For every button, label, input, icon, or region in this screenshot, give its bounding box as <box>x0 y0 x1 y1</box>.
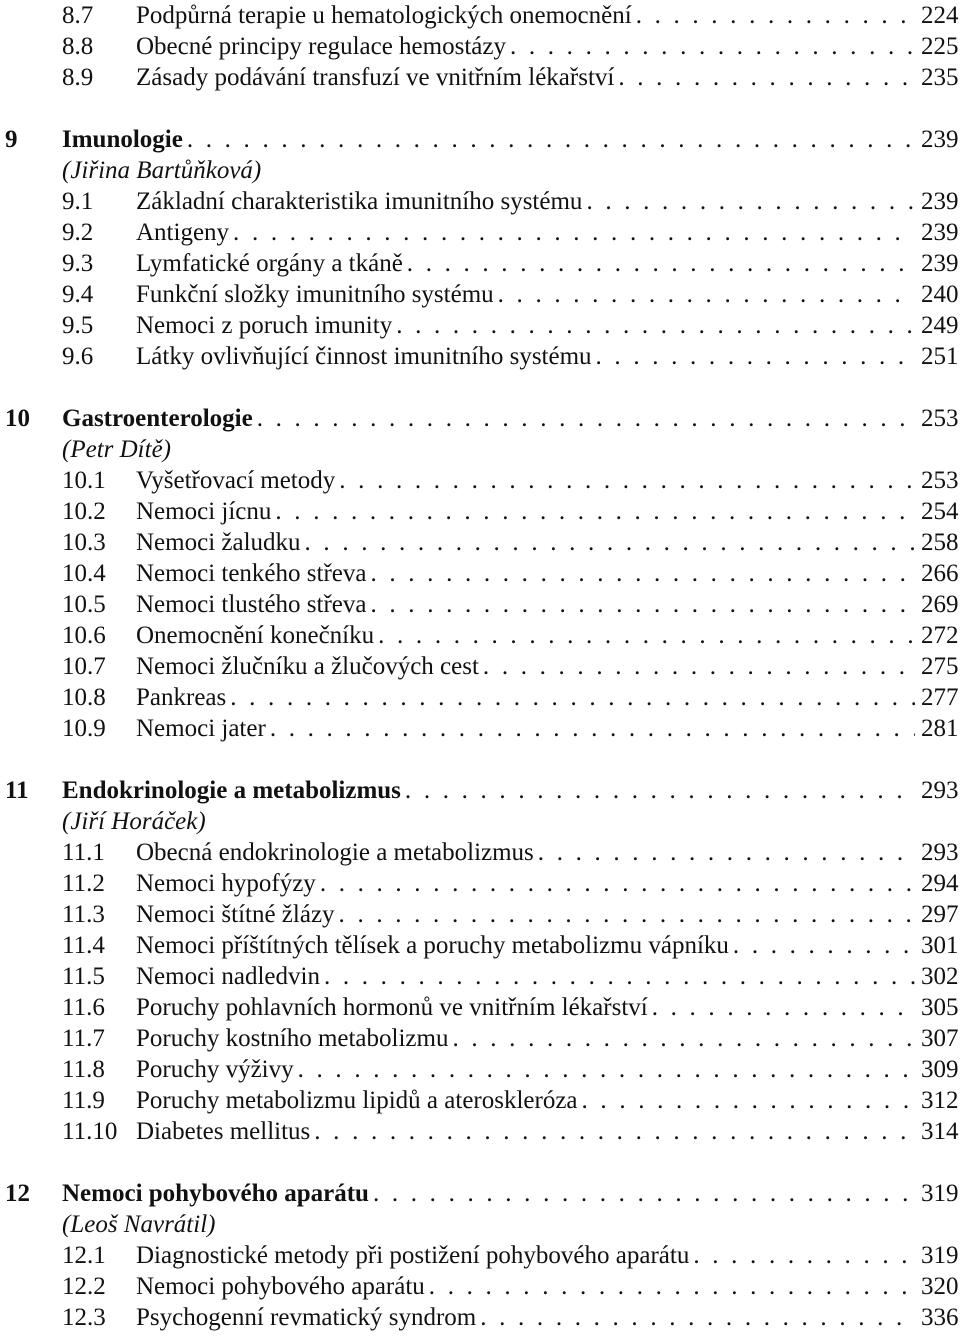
section-number: 11.9 <box>62 1087 105 1114</box>
section-number: 10.1 <box>62 467 106 494</box>
page-number: 320 <box>921 1273 959 1300</box>
toc-entry[interactable] <box>0 248 960 279</box>
chapter-author <box>0 806 960 837</box>
entry-line <box>136 558 959 589</box>
entry-line <box>136 589 959 620</box>
entry-line <box>136 465 959 496</box>
section-title: Nemoci štítné žlázy <box>136 901 335 928</box>
chapter-author <box>0 434 960 465</box>
toc-entry[interactable] <box>0 992 960 1023</box>
page-number: 239 <box>921 188 959 215</box>
section-number: 11.1 <box>62 839 105 866</box>
page-number: 224 <box>921 2 959 29</box>
page-number: 253 <box>921 405 959 432</box>
entry-line <box>136 961 959 992</box>
page-number: 293 <box>921 777 959 804</box>
page-number: 301 <box>921 932 959 959</box>
dot-leader <box>373 1178 915 1209</box>
page-number: 266 <box>921 560 959 587</box>
page-number: 254 <box>921 498 959 525</box>
page-number: 302 <box>921 963 959 990</box>
section-number: 8.9 <box>62 64 94 91</box>
dot-leader <box>230 682 915 713</box>
section-title: Funkční složky imunitního systému <box>136 281 494 308</box>
section-number: 10.4 <box>62 560 106 587</box>
entry-line <box>136 31 959 62</box>
dot-leader <box>582 1085 915 1116</box>
section-title: Diagnostické metody při postižení pohybového aparátu <box>136 1242 690 1269</box>
entry-line <box>136 651 959 682</box>
section-title: Lymfatické orgány a tkáně <box>136 250 403 277</box>
entry-line <box>136 713 959 744</box>
dot-leader <box>483 651 915 682</box>
page-number: 249 <box>921 312 959 339</box>
page-number: 239 <box>921 126 959 153</box>
section-title: Nemoci příštítných tělísek a poruchy metabolizmu vápníku <box>136 932 729 959</box>
section-number: 9.1 <box>62 188 94 215</box>
entry-line <box>136 217 959 248</box>
dot-leader <box>305 527 915 558</box>
dot-leader <box>257 403 915 434</box>
entry-line <box>62 124 959 155</box>
toc-entry[interactable] <box>0 0 960 31</box>
section-number: 11.8 <box>62 1056 105 1083</box>
dot-leader <box>187 124 915 155</box>
page-number: 297 <box>921 901 959 928</box>
toc-entry[interactable] <box>0 651 960 682</box>
section-title: Nemoci žaludku <box>136 529 301 556</box>
toc-entry[interactable] <box>0 1054 960 1085</box>
dot-leader <box>275 496 915 527</box>
section-title: Nemoci pohybového aparátu <box>136 1273 425 1300</box>
section-title: Nemoci jícnu <box>136 498 272 525</box>
entry-line <box>136 248 959 279</box>
author-name: (Petr Dítě) <box>62 436 171 463</box>
section-title: Nemoci z poruch imunity <box>136 312 393 339</box>
section-number: 10.5 <box>62 591 106 618</box>
toc-entry[interactable] <box>0 1302 960 1333</box>
entry-line <box>136 341 959 372</box>
entry-line <box>136 0 959 31</box>
section-number: 8.8 <box>62 33 94 60</box>
dot-leader <box>339 899 915 930</box>
dot-leader <box>371 589 916 620</box>
dot-leader <box>270 713 915 744</box>
page-number: 294 <box>921 870 959 897</box>
entry-line <box>62 403 959 434</box>
dot-leader <box>733 930 915 961</box>
section-number: 11.10 <box>62 1118 118 1145</box>
section-title: Základní charakteristika imunitního systému <box>136 188 583 215</box>
chapter-title: Endokrinologie a metabolizmus <box>62 777 401 804</box>
section-number: 10.8 <box>62 684 106 711</box>
entry-line <box>136 279 959 310</box>
page-number: 305 <box>921 994 959 1021</box>
toc-entry[interactable] <box>0 496 960 527</box>
dot-leader <box>538 837 915 868</box>
chapter-number: 12 <box>5 1180 30 1207</box>
entry-line <box>136 682 959 713</box>
toc-entry[interactable] <box>0 186 960 217</box>
page-number: 239 <box>921 219 959 246</box>
chapter-number: 10 <box>5 405 30 432</box>
entry-line <box>136 310 959 341</box>
section-title: Poruchy pohlavních hormonů ve vnitřním lékařství <box>136 994 648 1021</box>
toc-entry[interactable] <box>0 558 960 589</box>
dot-leader <box>233 217 915 248</box>
page-number: 293 <box>921 839 959 866</box>
dot-leader <box>586 186 915 217</box>
dot-leader <box>320 868 915 899</box>
toc-entry[interactable] <box>0 527 960 558</box>
chapter-title: Gastroenterologie <box>62 405 253 432</box>
section-title: Látky ovlivňující činnost imunitního systému <box>136 343 592 370</box>
section-number: 9.2 <box>62 219 94 246</box>
toc-entry[interactable] <box>0 1116 960 1147</box>
section-number: 10.9 <box>62 715 106 742</box>
entry-line <box>136 1085 959 1116</box>
chapter-number: 9 <box>5 126 18 153</box>
section-title: Obecná endokrinologie a metabolizmus <box>136 839 534 866</box>
entry-line <box>136 837 959 868</box>
dot-leader <box>429 1271 915 1302</box>
page-number: 275 <box>921 653 959 680</box>
entry-line <box>136 62 959 93</box>
page-number: 269 <box>921 591 959 618</box>
entry-line <box>136 1116 959 1147</box>
dot-leader <box>498 279 915 310</box>
entry-line <box>136 496 959 527</box>
dot-leader <box>314 1116 915 1147</box>
entry-line <box>136 868 959 899</box>
dot-leader <box>596 341 915 372</box>
entry-line <box>136 1054 959 1085</box>
section-title: Diabetes mellitus <box>136 1118 311 1145</box>
section-title: Poruchy metabolizmu lipidů a ateroskleróza <box>136 1087 578 1114</box>
toc-entry[interactable] <box>0 682 960 713</box>
section-number: 10.6 <box>62 622 106 649</box>
page-number: 251 <box>921 343 959 370</box>
chapter-author <box>0 1209 960 1240</box>
toc-entry[interactable] <box>0 217 960 248</box>
dot-leader <box>405 775 915 806</box>
page-number: 277 <box>921 684 959 711</box>
section-title: Poruchy výživy <box>136 1056 294 1083</box>
section-spacer <box>0 1147 960 1178</box>
section-number: 10.7 <box>62 653 106 680</box>
toc-chapter[interactable] <box>0 124 960 155</box>
toc-entry[interactable] <box>0 279 960 310</box>
page-number: 253 <box>921 467 959 494</box>
dot-leader <box>510 31 915 62</box>
toc-entry[interactable] <box>0 62 960 93</box>
section-number: 11.4 <box>62 932 105 959</box>
toc-entry[interactable] <box>0 31 960 62</box>
section-number: 12.3 <box>62 1304 106 1331</box>
toc-entry[interactable] <box>0 961 960 992</box>
entry-line <box>136 1240 959 1271</box>
section-title: Pankreas <box>136 684 227 711</box>
section-number: 11.2 <box>62 870 105 897</box>
page-number: 235 <box>921 64 959 91</box>
page-number: 307 <box>921 1025 959 1052</box>
toc-chapter[interactable] <box>0 403 960 434</box>
chapter-number: 11 <box>5 777 29 804</box>
section-number: 12.1 <box>62 1242 106 1269</box>
toc-chapter[interactable] <box>0 1178 960 1209</box>
section-number: 11.6 <box>62 994 105 1021</box>
page-number: 240 <box>921 281 959 308</box>
chapter-author <box>0 155 960 186</box>
section-spacer <box>0 744 960 775</box>
toc-chapter[interactable] <box>0 775 960 806</box>
toc-entry[interactable] <box>0 341 960 372</box>
section-number: 8.7 <box>62 2 94 29</box>
page-number: 225 <box>921 33 959 60</box>
section-title: Zásady podávání transfuzí ve vnitřním lékařství <box>136 64 615 91</box>
dot-leader <box>396 310 915 341</box>
entry-line <box>62 775 959 806</box>
toc-entry[interactable] <box>0 930 960 961</box>
section-spacer <box>0 372 960 403</box>
section-title: Vyšetřovací metody <box>136 467 336 494</box>
dot-leader <box>636 0 915 31</box>
page-number: 272 <box>921 622 959 649</box>
author-name: (Jiří Horáček) <box>62 808 206 835</box>
page-number: 258 <box>921 529 959 556</box>
toc-entry[interactable] <box>0 310 960 341</box>
section-spacer <box>0 93 960 124</box>
entry-line <box>136 930 959 961</box>
entry-line <box>136 899 959 930</box>
section-title: Obecné principy regulace hemostázy <box>136 33 506 60</box>
dot-leader <box>407 248 915 279</box>
page-number: 309 <box>921 1056 959 1083</box>
toc-entry[interactable] <box>0 837 960 868</box>
page-number: 319 <box>921 1180 959 1207</box>
page-number: 312 <box>921 1087 959 1114</box>
section-title: Nemoci tenkého střeva <box>136 560 367 587</box>
page-number: 336 <box>921 1304 959 1331</box>
toc-entry[interactable] <box>0 1271 960 1302</box>
dot-leader <box>693 1240 915 1271</box>
section-number: 11.5 <box>62 963 105 990</box>
entry-line <box>136 1023 959 1054</box>
toc-entry[interactable] <box>0 465 960 496</box>
section-number: 12.2 <box>62 1273 106 1300</box>
entry-line <box>136 620 959 651</box>
section-title: Psychogenní revmatický syndrom <box>136 1304 477 1331</box>
entry-line <box>136 186 959 217</box>
dot-leader <box>480 1302 915 1333</box>
section-title: Poruchy kostního metabolizmu <box>136 1025 449 1052</box>
section-number: 11.7 <box>62 1025 105 1052</box>
toc-entry[interactable] <box>0 868 960 899</box>
chapter-title: Nemoci pohybového aparátu <box>62 1180 369 1207</box>
toc-entry[interactable] <box>0 620 960 651</box>
section-number: 11.3 <box>62 901 105 928</box>
section-number: 9.4 <box>62 281 94 308</box>
entry-line <box>136 1302 959 1333</box>
toc-entry[interactable] <box>0 713 960 744</box>
toc-entry[interactable] <box>0 1023 960 1054</box>
section-number: 10.2 <box>62 498 106 525</box>
dot-leader <box>618 62 915 93</box>
dot-leader <box>298 1054 915 1085</box>
section-number: 10.3 <box>62 529 106 556</box>
section-number: 9.5 <box>62 312 94 339</box>
section-title: Nemoci žlučníku a žlučových cest <box>136 653 479 680</box>
author-name: (Jiřina Bartůňková) <box>62 157 262 184</box>
dot-leader <box>370 558 915 589</box>
dot-leader <box>339 465 915 496</box>
entry-line <box>136 992 959 1023</box>
page-number: 281 <box>921 715 959 742</box>
section-title: Onemocnění konečníku <box>136 622 375 649</box>
page-number: 239 <box>921 250 959 277</box>
section-number: 9.6 <box>62 343 94 370</box>
section-title: Podpůrná terapie u hematologických onemocnění <box>136 2 632 29</box>
section-title: Nemoci jater <box>136 715 266 742</box>
entry-line <box>62 1178 959 1209</box>
dot-leader <box>324 961 915 992</box>
toc-entry[interactable] <box>0 1085 960 1116</box>
author-name: (Leoš Navrátil) <box>62 1211 216 1238</box>
section-title: Antigeny <box>136 219 230 246</box>
dot-leader <box>652 992 915 1023</box>
entry-line <box>136 527 959 558</box>
page-number: 319 <box>921 1242 959 1269</box>
dot-leader <box>452 1023 915 1054</box>
toc-entry[interactable] <box>0 589 960 620</box>
section-title: Nemoci nadledvin <box>136 963 320 990</box>
page-number: 314 <box>921 1118 959 1145</box>
toc-entry[interactable] <box>0 899 960 930</box>
entry-line <box>136 1271 959 1302</box>
chapter-title: Imunologie <box>62 126 183 153</box>
section-number: 9.3 <box>62 250 94 277</box>
toc-entry[interactable] <box>0 1240 960 1271</box>
section-title: Nemoci tlustého střeva <box>136 591 367 618</box>
dot-leader <box>378 620 915 651</box>
section-title: Nemoci hypofýzy <box>136 870 316 897</box>
